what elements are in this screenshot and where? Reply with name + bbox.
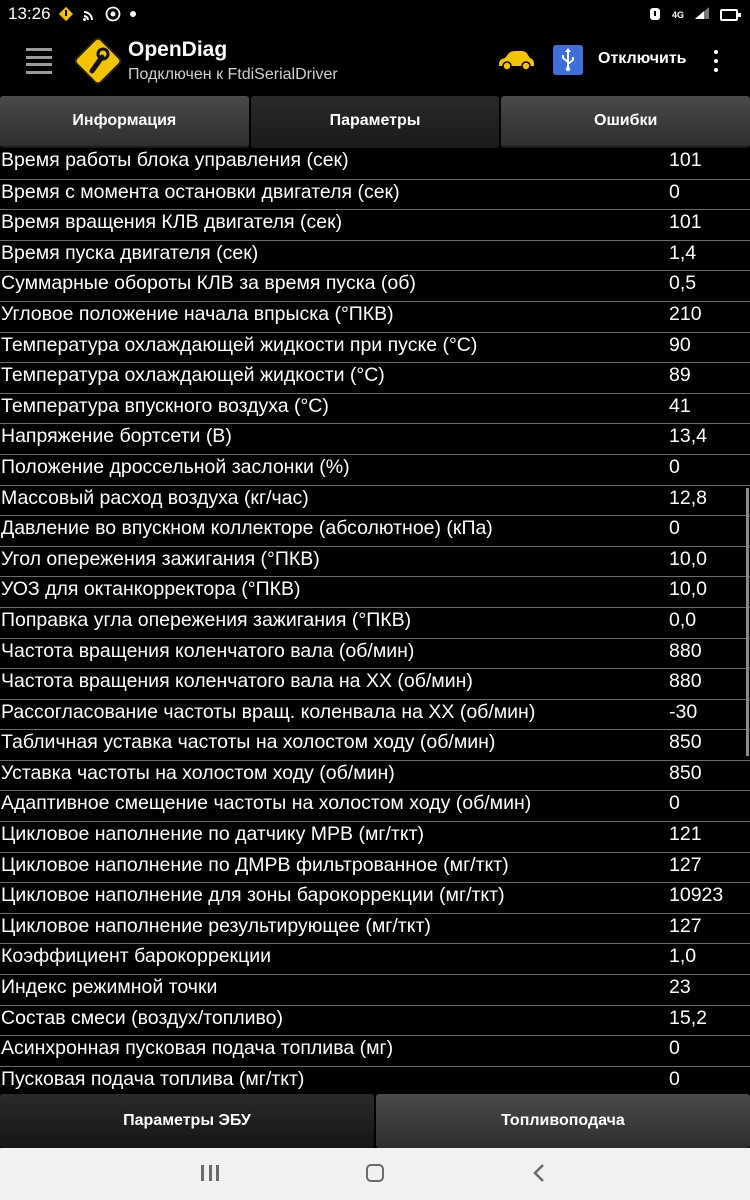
parameter-value: 0 [669,792,680,815]
parameter-name: Асинхронная пусковая подача топлива (мг) [1,1037,394,1060]
vpn-icon [105,6,121,25]
parameter-row[interactable] [0,668,750,699]
parameter-row[interactable] [0,423,750,454]
parameter-value: 41 [669,394,691,417]
parameter-value: 0 [669,1037,680,1060]
parameter-row[interactable] [0,943,750,974]
parameter-name: Угловое положение начала впрыска (°ПКВ) [1,302,394,325]
parameter-name: Табличная уставка частоты на холостом ходу (об/мин) [1,731,496,754]
parameter-name: Пусковая подача топлива (мг/ткт) [1,1067,305,1090]
parameter-name: Адаптивное смещение частоты на холостом ходу (об/мин) [1,792,532,815]
parameter-value: 880 [669,639,702,662]
parameter-value: 850 [669,731,702,754]
parameter-row[interactable] [0,821,750,852]
status-bar [0,0,750,28]
parameter-value: 850 [669,761,702,784]
bottom-tabs [0,1094,750,1148]
4g-signal-icon: 4G [671,10,684,20]
parameter-value: 12,8 [669,486,707,509]
parameter-value: -30 [669,700,698,723]
parameter-name: Время пуска двигателя (сек) [1,241,259,264]
parameter-name: Рассогласование частоты вращ. коленвала на ХХ (об/мин) [1,700,536,723]
parameter-value: 89 [669,364,691,387]
parameter-row[interactable] [0,270,750,301]
parameter-name: Коэффициент барокоррекции [1,945,272,968]
parameter-value: 15,2 [669,1006,707,1029]
parameter-row[interactable] [0,148,750,179]
tab-errors[interactable]: Ошибки [501,96,750,148]
alarm-icon [648,5,662,25]
car-icon[interactable] [496,48,536,72]
parameter-row[interactable] [0,362,750,393]
parameter-value: 0 [669,1067,680,1090]
parameter-row[interactable] [0,332,750,363]
parameter-value: 10923 [669,884,724,907]
parameter-name: Цикловое наполнение для зоны барокоррекции (мг/ткт) [1,884,505,907]
menu-icon[interactable] [26,48,52,74]
parameter-name: Температура охлаждающей жидкости при пуске (°С) [1,333,478,356]
parameter-name: Суммарные обороты КЛВ за время пуска (об) [1,272,416,295]
parameter-name: Частота вращения коленчатого вала на ХХ (об/мин) [1,670,473,693]
parameter-name: Температура охлаждающей жидкости (°С) [1,364,385,387]
parameter-name: Цикловое наполнение по ДМРВ фильтрованное (мг/ткт) [1,853,509,876]
parameter-row[interactable] [0,1035,750,1066]
parameter-value: 90 [669,333,691,356]
parameter-name: Массовый расход воздуха (кг/час) [1,486,309,509]
parameter-value: 23 [669,976,691,999]
parameter-value: 0,5 [669,272,697,295]
parameter-row[interactable] [0,852,750,883]
parameter-name: Положение дроссельной заслонки (%) [1,455,350,478]
recents-icon[interactable] [201,1165,219,1181]
parameter-name: Состав смеси (воздух/топливо) [1,1006,284,1029]
app-logo-icon [72,35,124,87]
parameter-value: 0 [669,455,680,478]
dot-icon [129,6,137,25]
parameter-row[interactable] [0,882,750,913]
tab-info[interactable]: Информация [0,96,249,148]
parameter-row[interactable] [0,974,750,1005]
back-icon[interactable] [533,1163,545,1183]
parameter-value: 210 [669,302,702,325]
app-bar [0,28,750,96]
battery-icon [720,9,738,21]
parameter-value: 101 [669,149,702,171]
status-left-icons [58,6,137,25]
parameter-name: УОЗ для октанкорректора (°ПКВ) [1,578,301,601]
parameter-value: 880 [669,670,702,693]
parameter-value: 10,0 [669,578,707,601]
scrollbar[interactable] [746,488,749,756]
parameter-value: 101 [669,211,702,234]
parameter-value: 1,0 [669,945,697,968]
home-icon[interactable] [366,1164,384,1182]
parameter-name: Напряжение бортсети (В) [1,425,232,448]
parameter-value: 10,0 [669,547,707,570]
tab-fuel-supply[interactable]: Топливоподача [376,1094,750,1148]
parameter-value: 1,4 [669,241,697,264]
cast-icon [82,7,97,25]
app-title: OpenDiag [128,38,228,61]
tab-ecu-parameters[interactable]: Параметры ЭБУ [0,1094,374,1148]
parameter-row[interactable] [0,913,750,944]
parameter-value: 0,0 [669,608,697,631]
parameter-row[interactable] [0,1005,750,1036]
parameter-name: Индекс режимной точки [1,976,218,999]
parameter-row[interactable] [0,515,750,546]
parameter-name: Давление во впускном коллекторе (абсолютное) (кПа) [1,517,493,540]
disconnect-button[interactable]: Отключить [598,50,687,67]
parameter-row[interactable] [0,240,750,271]
parameter-value: 127 [669,853,702,876]
parameter-name: Время вращения КЛВ двигателя (сек) [1,211,343,234]
parameter-name: Температура впускного воздуха (°С) [1,394,329,417]
parameter-row[interactable] [0,760,750,791]
parameter-value: 13,4 [669,425,707,448]
usb-icon[interactable] [553,45,583,75]
parameter-row[interactable] [0,454,750,485]
connection-status: Подключен к FtdiSerialDriver [128,66,338,83]
parameter-row[interactable] [0,607,750,638]
parameter-name: Время работы блока управления (сек) [1,149,349,171]
parameter-name: Время с момента остановки двигателя (сек) [1,180,400,203]
parameter-row[interactable] [0,638,750,669]
parameter-list[interactable] [0,148,750,1094]
parameter-row[interactable] [0,790,750,821]
parameter-name: Цикловое наполнение по датчику МРВ (мг/ткт) [1,823,424,846]
tab-parameters[interactable]: Параметры [251,96,500,148]
parameter-row[interactable] [0,699,750,730]
parameter-row[interactable] [0,485,750,516]
parameter-row[interactable] [0,546,750,577]
top-tabs [0,96,750,148]
parameter-name: Частота вращения коленчатого вала (об/мин) [1,639,415,662]
parameter-row[interactable] [0,179,750,210]
parameter-value: 121 [669,823,702,846]
parameter-name: Цикловое наполнение результирующее (мг/ткт) [1,914,431,937]
parameter-row[interactable] [0,393,750,424]
parameter-value: 0 [669,517,680,540]
parameter-name: Поправка угла опережения зажигания (°ПКВ) [1,608,412,631]
parameter-value: 127 [669,914,702,937]
status-right-icons [648,5,738,25]
parameter-value: 0 [669,180,680,203]
parameter-row[interactable] [0,1066,750,1094]
parameter-row[interactable] [0,301,750,332]
parameter-row[interactable] [0,729,750,760]
status-time: 13:26 [8,4,51,23]
signal-icon [694,6,710,24]
parameter-row[interactable] [0,209,750,240]
parameter-row[interactable] [0,576,750,607]
parameter-name: Уставка частоты на холостом ходу (об/мин) [1,761,395,784]
diamond-notification-icon [58,6,74,25]
overflow-menu-icon[interactable] [712,50,720,72]
system-nav-bar [0,1148,750,1200]
parameter-name: Угол опережения зажигания (°ПКВ) [1,547,320,570]
